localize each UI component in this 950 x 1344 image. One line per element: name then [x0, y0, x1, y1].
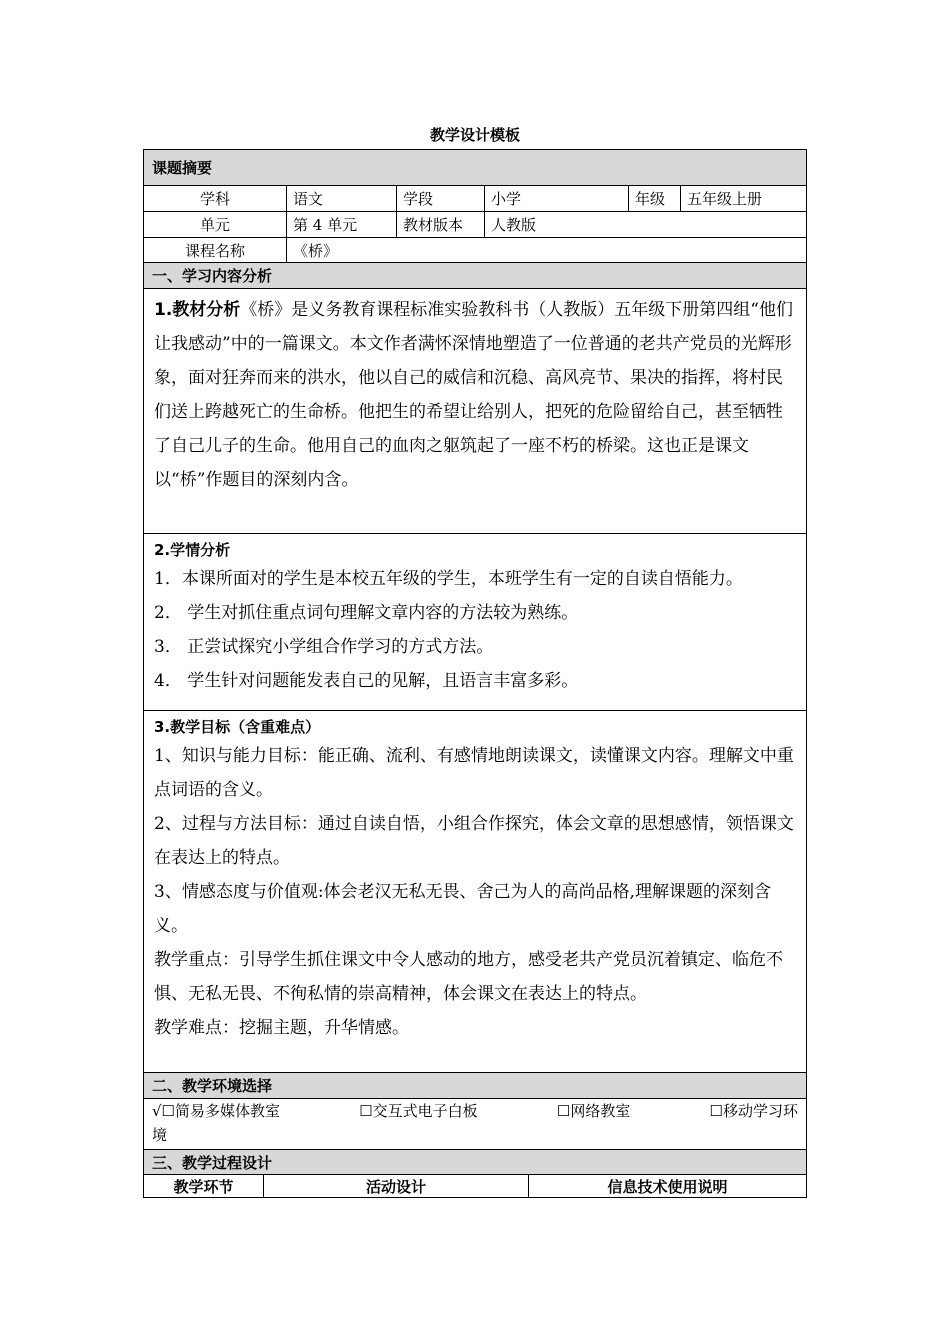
teaching-goals-cell — [144, 710, 806, 1072]
subject-value: 语文 — [286, 186, 396, 211]
section1-header-text: 一、学习内容分析 — [152, 267, 273, 285]
design-table — [143, 149, 807, 1198]
summary-row-2 — [144, 211, 806, 237]
section1-header — [144, 262, 806, 288]
learner-analysis-label: 2.学情分析 — [154, 541, 231, 559]
section2-header — [144, 1072, 806, 1098]
env-option-interactive-whiteboard[interactable]: ☐交互式电子白板 — [359, 1102, 478, 1120]
col-activity-design: 活动设计 — [263, 1175, 528, 1197]
teaching-goals-label: 3.教学目标（含重难点） — [154, 718, 321, 736]
summary-header — [144, 150, 806, 185]
section2-header-text: 二、教学环境选择 — [152, 1077, 273, 1095]
textbook-analysis-text: 《桥》是义务教育课程标准实验教科书（人教版）五年级下册第四组“他们让我感动”中的一篇课文。本文作者满怀深情地塑造了一位普通的老共产党员的光辉形象，面对狂奔而来的洪水，他以自己的威信和沉稳、高风亮节、果决的指挥，将村民们送上跨越死亡的生命桥。他把生的希望让给别人，把死的危险留给自己，甚至牺牲了自己儿子的生命。他用自己的血肉之躯筑起了一座不朽的桥梁。这也正是课文以“桥”作题目的深刻内含。 — [154, 300, 793, 490]
summary-row-1 — [144, 185, 806, 211]
section3-header — [144, 1149, 806, 1174]
stage-label: 学段 — [396, 186, 484, 211]
learner-item: 1．本课所面对的学生是本校五年级的学生，本班学生有一定的自读自悟能力。 — [154, 569, 743, 589]
unit-label: 单元 — [199, 216, 230, 234]
course-value: 《桥》 — [286, 238, 806, 262]
learner-item: 3． 正尝试探究小学组合作学习的方式方法。 — [154, 637, 494, 657]
learner-item: 4． 学生针对问题能发表自己的见解，且语言丰富多彩。 — [154, 671, 579, 691]
subject-label: 学科 — [199, 190, 230, 208]
col-it-usage: 信息技术使用说明 — [528, 1175, 806, 1197]
textbook-analysis-cell — [144, 288, 806, 533]
env-option-mobile-learning-wrap: 境 — [152, 1126, 168, 1144]
edition-value: 人教版 — [484, 212, 806, 237]
summary-row-3 — [144, 237, 806, 262]
env-option-network-classroom[interactable]: ☐网络教室 — [556, 1102, 631, 1120]
goal-item: 1、知识与能力目标：能正确、流利、有感情地朗读课文，读懂课文内容。理解文中重点词语的含义。 — [154, 746, 794, 800]
learner-analysis-cell — [144, 533, 806, 710]
edition-label: 教材版本 — [396, 212, 484, 237]
stage-value: 小学 — [484, 186, 628, 211]
goal-item: 教学重点：引导学生抓住课文中令人感动的地方，感受老共产党员沉着镇定、临危不惧、无私无畏、不徇私情的崇高精神，体会课文在表达上的特点。 — [154, 950, 783, 1004]
goal-item: 2、过程与方法目标：通过自读自悟，小组合作探究，体会文章的思想感情，领悟课文在表达上的特点。 — [154, 814, 794, 868]
goal-item: 教学难点：挖掘主题，升华情感。 — [154, 1018, 409, 1038]
col-teaching-stage: 教学环节 — [173, 1177, 234, 1196]
summary-header-text: 课题摘要 — [152, 159, 213, 177]
document-title: 教学设计模板 — [429, 126, 520, 144]
grade-value: 五年级上册 — [680, 186, 806, 211]
env-option-mobile-learning[interactable]: ☐移动学习环 — [709, 1102, 798, 1120]
section3-header-text: 三、教学过程设计 — [152, 1153, 273, 1172]
unit-value: 第 4 单元 — [286, 212, 396, 237]
environment-options — [144, 1098, 806, 1149]
env-option-simple-multimedia[interactable]: √☐简易多媒体教室 — [152, 1102, 281, 1120]
goal-item: 3、情感态度与价值观:体会老汉无私无畏、舍己为人的高尚品格,理解课题的深刻含义。 — [154, 882, 771, 936]
process-table-header — [144, 1174, 806, 1197]
textbook-analysis-label: 1.教材分析 — [154, 300, 241, 320]
learner-item: 2． 学生对抓住重点词句理解文章内容的方法较为熟练。 — [154, 603, 579, 623]
course-label: 课程名称 — [184, 241, 245, 260]
grade-label: 年级 — [628, 186, 680, 211]
